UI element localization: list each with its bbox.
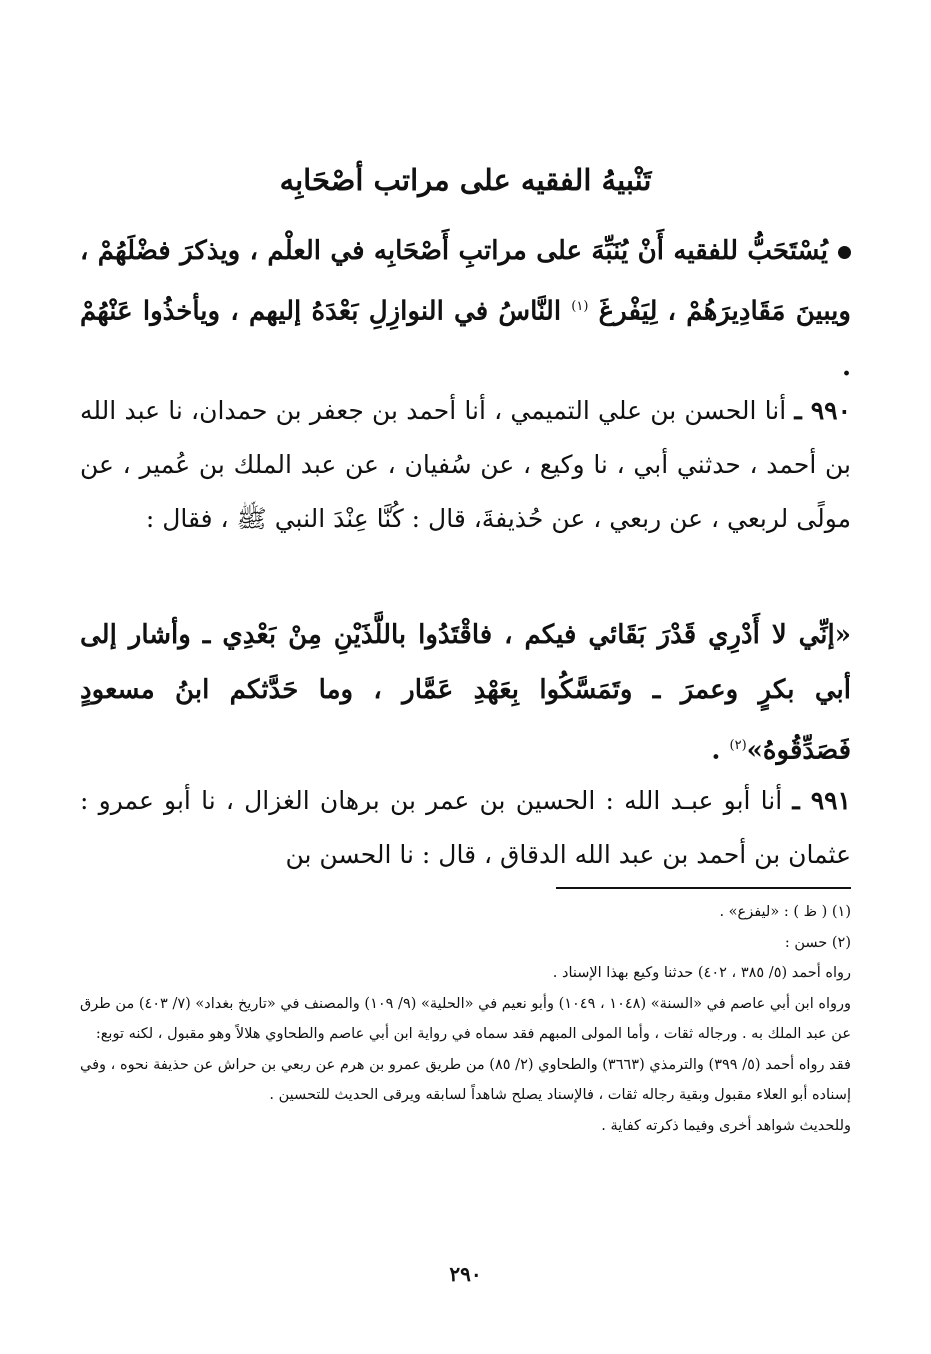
bullet-icon (838, 246, 851, 259)
intro-text: يُسْتَحَبُّ للفقيه أَنْ يُنَبِّهَ على مراتبِ أَصْحَابِه في العلْم ، ويذكرَ فضْلَهُمْ ، ويبينَ مَقَادِيرَهُمْ ، لِيَفْرغَ (80, 236, 851, 327)
footnote-separator (556, 887, 851, 889)
footnote-line: (٢) حسن : (784, 934, 851, 951)
footnote-line: وللحديث شواهد أخرى وفيما ذكرته كفاية . (601, 1117, 851, 1134)
page-number: ٢٩٠ (449, 1262, 482, 1286)
hadith-isnad: أنا أبو عبـد الله : الحسين بن عمر بن برهان الغزال ، نا أبو عمرو : عثمان بن أحمد بن عبد الله الدقاق ، قال : نا الحسن بن (80, 786, 851, 869)
footnote-ref-1: (١) (571, 299, 589, 314)
intro-paragraph (80, 224, 851, 395)
hadith-isnad: أنا الحسن بن علي التميمي ، أنا أحمد بن جعفر بن حمدان، نا عبد الله بن أحمد ، حدثني أبي ، نا وكيع ، عن سُفيان ، عن عبد الملك بن عُمير ، عن مولًى لربعي ، عن ربعي ، عن حُذيفةَ، قال : كُنَّا عِنْدَ النبي ﷺ ، فقال : (80, 396, 851, 533)
quote-text: «إنِّي لا أَدْرِي قَدْرَ بَقَائي فيكم ، فاقْتَدُوا باللَّذَيْنِ مِنْ بَعْدِي ـ وأشار إلى أبي بكرٍ وعمرَ ـ وتَمَسَّكُوا بِعَهْدِ عَمَّار ، وما حَدَّثكم ابنُ مسعودٍ فَصَدِّقُوهُ» (80, 620, 851, 766)
hadith-number: ٩٩١ ـ (792, 786, 851, 815)
footnotes (80, 897, 851, 1141)
footnote-line: فقد رواه أحمد (٥/ ٣٩٩) والترمذي (٣٦٦٣) والطحاوي (٢/ ٨٥) من طريق عمرو بن هرم عن ربعي بن حراش عن حذيفة نحوه ، وفي إسناده أبو العلاء مقبول وبقية رجاله ثقات ، فالإسناد يصلح شاهداً لسابقه ويرقى الحديث للتحسين . (80, 1056, 851, 1103)
hadith-991 (80, 774, 851, 882)
hadith-990 (80, 384, 851, 546)
hadith-quote: «إنِّي لا أَدْرِي قَدْرَ بَقَائي فيكم ، فاقْتَدُوا باللَّذَيْنِ مِنْ بَعْدِي ـ وأشار إلى أبي بكرٍ وعمرَ ـ وتَمَسَّكُوا بِعَهْدِ عَمَّار ، وما حَدَّثكم ابنُ مسعودٍ فَصَدِّقُوهُ»$^{(٢)}$ . (80, 620, 851, 766)
footnote-line: ورواه ابن أبي عاصم في «السنة» (١٠٤٨ ، ١٠٤٩) وأبو نعيم في «الحلية» (٩/ ١٠٩) والمصنف في «تاريخ بغداد» (٧/ ٤٠٣) من طرق عن عبد الملك به . ورجاله ثقات ، وأما المولى المبهم فقد سماه في رواية ابن أبي عاصم والطحاوي هلالاً وهو مقبول ، لكنه توبع: (80, 995, 851, 1042)
footnote-line: رواه أحمد (٥/ ٣٨٥ ، ٤٠٢) حدثنا وكيع بهذا الإسناد . (552, 965, 851, 981)
footnote-ref-2: (٢) (729, 738, 747, 753)
section-title: تَنْبيهُ الفقيه على مراتب أصْحَابِه (279, 163, 652, 197)
footnote-line: (١) ( ظ ) : «ليفزع» . (719, 904, 851, 920)
hadith-number: ٩٩٠ ـ (794, 396, 852, 425)
intro-text-end: النَّاسُ في النوازِلِ بَعْدَهُ إليهم ، ويأخذُوا عَنْهُمْ . (80, 296, 851, 382)
